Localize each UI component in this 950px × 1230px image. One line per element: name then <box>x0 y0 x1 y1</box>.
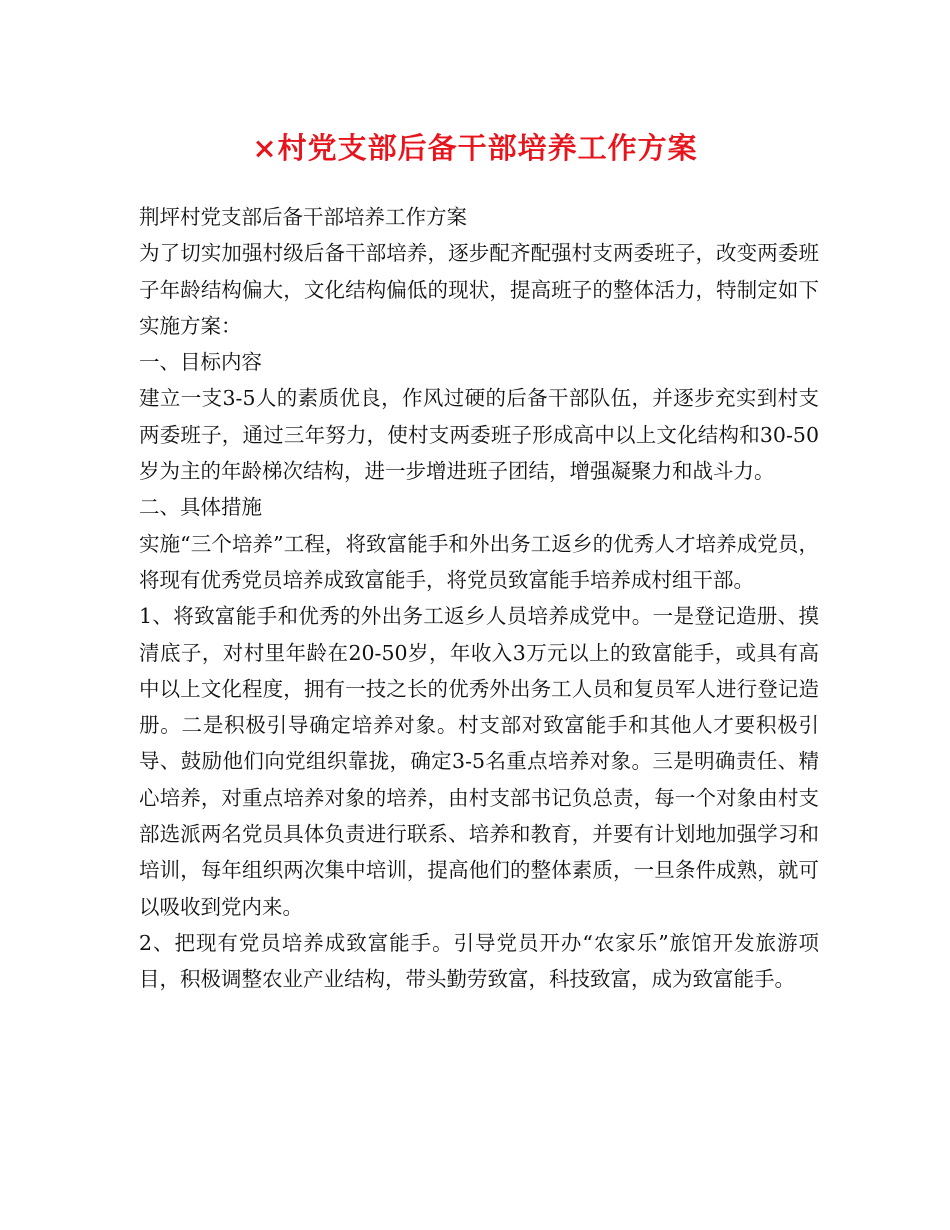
document-title: ×村党支部后备干部培养工作方案 <box>252 131 698 165</box>
goals-paragraph: 建立一支3-5人的素质优良，作风过硬的后备干部队伍，并逐步充实到村支两委班子，通过三年努力，使村支两委班子形成高中以上文化结构和30-50岁为主的年龄梯次结构，进一步增进班子团结，增强凝聚力和战斗力。 <box>139 386 819 484</box>
measures-paragraph: 实施“三个培养”工程，将致富能手和外出务工返乡的优秀人才培养成党员，将现有优秀党员培养成致富能手，将党员致富能手培养成村组干部。 <box>139 531 819 592</box>
document-body <box>139 199 819 998</box>
section-heading-goals: 一、目标内容 <box>139 350 262 375</box>
measure-item-1: 1、将致富能手和优秀的外出务工返乡人员培养成党中。一是登记造册、摸清底子，对村里年龄在20-50岁，年收入3万元以上的致富能手，或具有高中以上文化程度，拥有一技之长的优秀外出务工人员和复员军人进行登记造册。二是积极引导确定培养对象。村支部对致富能手和其他人才要积极引导、鼓励他们向党组织靠拢，确定3-5名重点培养对象。三是明确责任、精心培养，对重点培养对象的培养，由村支部书记负总责，每一个对象由村支部选派两名党员具体负责进行联系、培养和教育，并要有计划地加强学习和培训，每年组织两次集中培训，提高他们的整体素质，一旦条件成熟，就可以吸收到党内来。 <box>139 604 819 919</box>
measure-item-2: 2、把现有党员培养成致富能手。引导党员开办“农家乐”旅馆开发旅游项目，积极调整农业产业结构，带头勤劳致富，科技致富，成为致富能手。 <box>139 930 819 992</box>
subtitle-paragraph: 荆坪村党支部后备干部培养工作方案 <box>139 205 467 229</box>
section-heading-measures: 二、具体措施 <box>139 495 262 520</box>
intro-paragraph: 为了切实加强村级后备干部培养，逐步配齐配强村支两委班子，改变两委班子年龄结构偏大，文化结构偏低的现状，提高班子的整体活力，特制定如下实施方案： <box>139 241 819 338</box>
